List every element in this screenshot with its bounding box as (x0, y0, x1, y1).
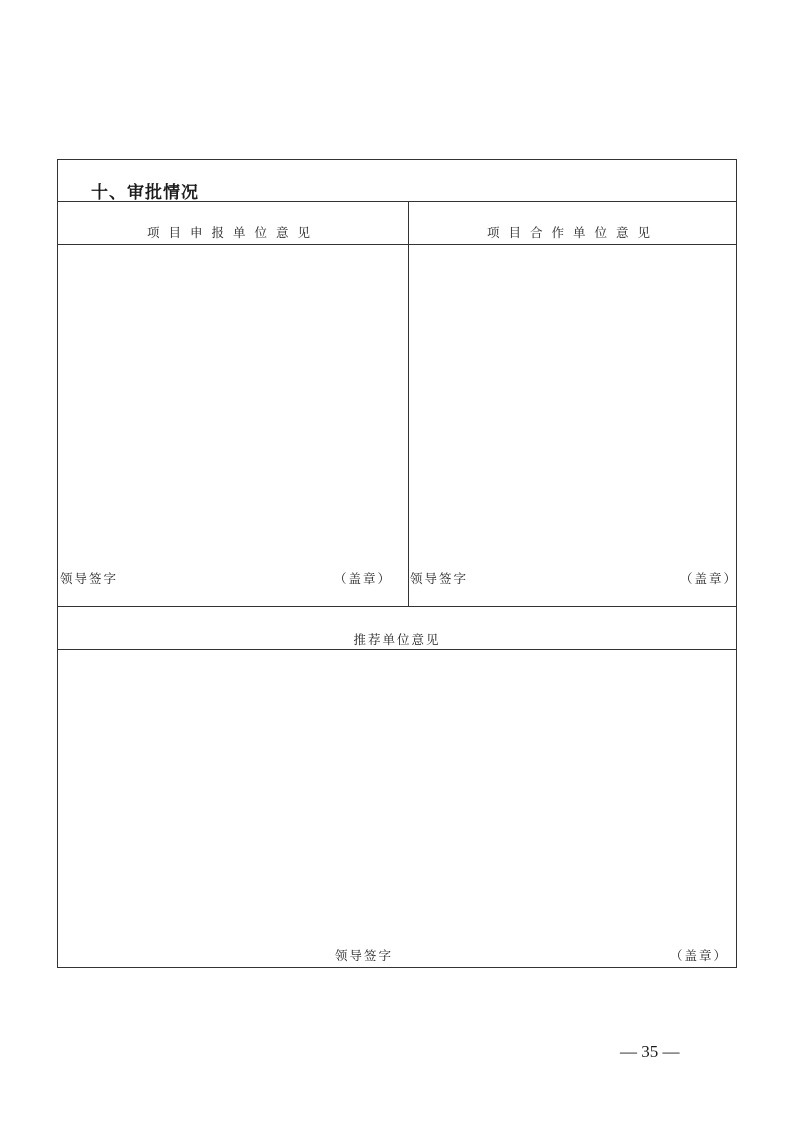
upper-section-divider (58, 606, 736, 607)
applicant-opinion-heading: 项目申报单位意见 (146, 225, 319, 240)
recommender-seal-label: （盖章） (670, 948, 729, 963)
partner-opinion-heading: 项目合作单位意见 (486, 225, 659, 240)
heading-divider (58, 244, 736, 245)
applicant-signature-label: 领导签字 (60, 571, 119, 586)
partner-signature-label: 领导签字 (410, 571, 469, 586)
recommender-heading-divider (58, 649, 736, 650)
partner-seal-label: （盖章） (680, 571, 739, 586)
applicant-seal-label: （盖章） (334, 571, 393, 586)
approval-form-table (57, 159, 737, 968)
recommender-opinion-heading: 推荐单位意见 (353, 632, 441, 647)
recommender-signature-label: 领导签字 (335, 948, 394, 963)
page-number: — 35 — (620, 1042, 680, 1061)
section-title: 十、审批情况 (91, 183, 199, 203)
column-divider (408, 201, 409, 606)
title-divider (58, 201, 736, 202)
